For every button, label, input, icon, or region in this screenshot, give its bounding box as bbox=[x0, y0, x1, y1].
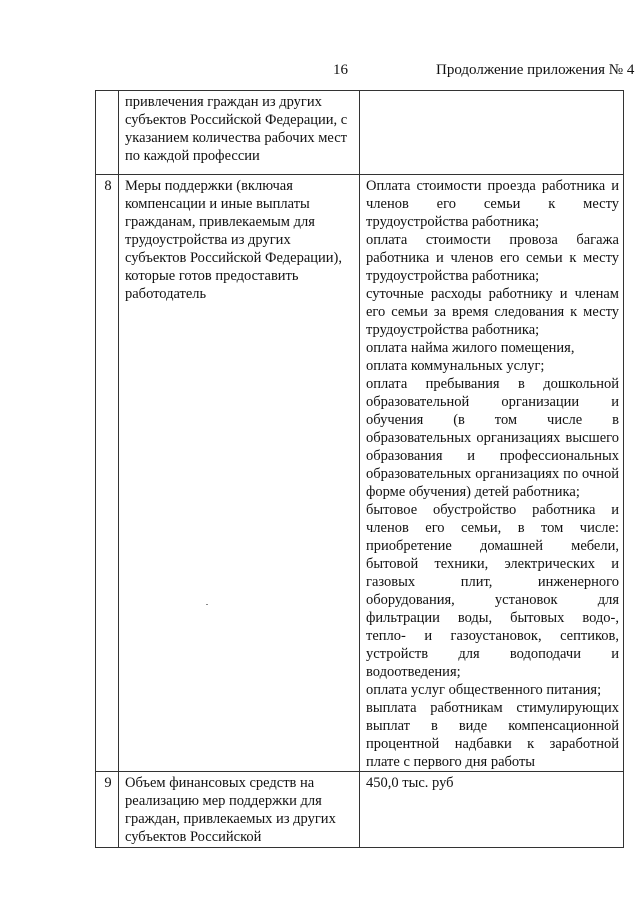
row-description: Меры поддержки (включая компенсации и иные выплаты гражданам, привлекаемым для трудоустройства из других субъектов Российской Федерации), которые готов предоставить работодатель bbox=[119, 175, 360, 772]
appendix-table bbox=[95, 90, 624, 848]
support-measure-item: бытовое обустройство работника и членов его семьи, в том числе: приобретение домашней мебели, бытовой техники, электрических и газовых плит, инженерного оборудования, установок для фильтрации воды, бытовых водо-, тепло- и газоустановок, септиков, устройств для водоподачи и водоотведения; bbox=[366, 502, 619, 680]
table-row bbox=[96, 175, 624, 772]
scan-speck bbox=[206, 604, 208, 605]
support-measure-item: суточные расходы работнику и членам его семьи за время следования к месту трудоустройства работника; bbox=[366, 286, 619, 338]
support-measure-item: Оплата стоимости проезда работника и членов его семьи к месту трудоустройства работника; bbox=[366, 178, 619, 230]
row-description: привлечения граждан из других субъектов Российской Федерации, с указанием количества рабочих мест по каждой профессии bbox=[119, 91, 360, 175]
support-measure-item: оплата найма жилого помещения, bbox=[366, 340, 575, 356]
row-value bbox=[360, 91, 624, 175]
page-number: 16 bbox=[333, 62, 348, 78]
row-number: 8 bbox=[96, 175, 119, 772]
row-number bbox=[96, 91, 119, 175]
amount-value: 450,0 тыс. руб bbox=[366, 775, 454, 791]
support-measure-item: оплата коммунальных услуг; bbox=[366, 358, 545, 374]
support-measure-item: оплата пребывания в дошкольной образовательной организации и обучения (в том числе в образовательных организациях высшего образования и профессиональных образовательных организациях по очной форме обучения) детей работника; bbox=[366, 376, 619, 500]
support-measure-item: выплата работникам стимулирующих выплат в виде компенсационной процентной надбавки к заработной плате с первого дня работы bbox=[366, 700, 619, 770]
row-description: Объем финансовых средств на реализацию мер поддержки для граждан, привлекаемых из других субъектов Российской bbox=[119, 772, 360, 848]
row-number: 9 bbox=[96, 772, 119, 848]
support-measure-item: оплата услуг общественного питания; bbox=[366, 682, 602, 698]
table-row bbox=[96, 91, 624, 175]
table-row bbox=[96, 772, 624, 848]
row-value bbox=[360, 772, 624, 848]
row-value bbox=[360, 175, 624, 772]
continuation-label: Продолжение приложения № 4 bbox=[436, 62, 635, 78]
support-measure-item: оплата стоимости провоза багажа работника и членов его семьи к месту трудоустройства работника; bbox=[366, 232, 619, 284]
